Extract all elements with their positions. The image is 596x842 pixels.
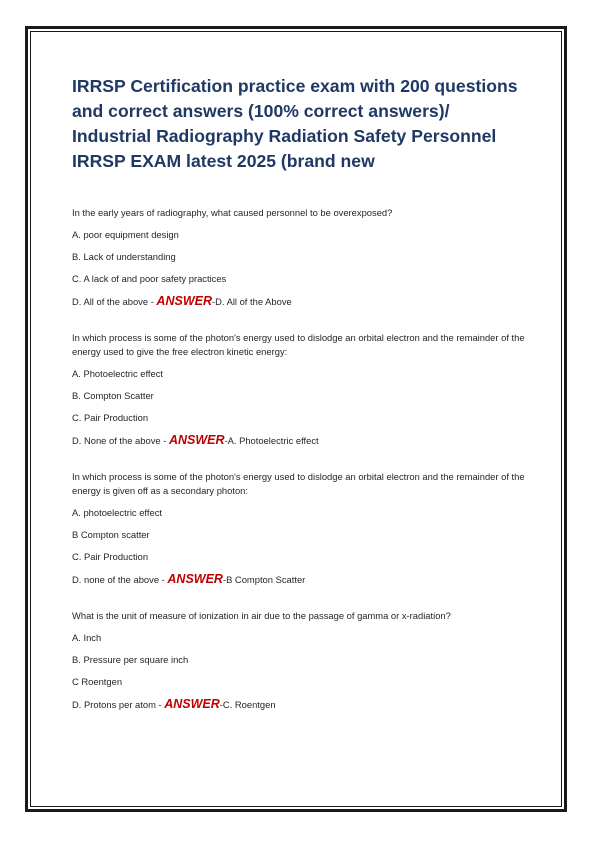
question-text: In which process is some of the photon's energy used to dislodge an orbital electron and the remainder of the energy used to give the free electron kinetic energy: xyxy=(72,332,525,357)
question-text: In which process is some of the photon's energy used to dislodge an orbital electron and the remainder of the energy is given off as a secondary photon: xyxy=(72,471,525,496)
question-text: In the early years of radiography, what caused personnel to be overexposed? xyxy=(72,207,393,218)
option-b: B. Pressure per square inch xyxy=(72,654,189,665)
question-2 xyxy=(72,331,542,448)
option-b: B Compton scatter xyxy=(72,529,150,540)
answer-label: ANSWER xyxy=(156,294,212,308)
option-b: B. Lack of understanding xyxy=(72,251,176,262)
option-d-with-answer xyxy=(72,294,542,309)
option-a: A. Inch xyxy=(72,632,102,643)
document-title: IRRSP Certification practice exam with 200 questions and correct answers (100% correct answers)/ Industrial Radiography Radiation Safety Personnel IRRSP EXAM latest 2025 (brand new xyxy=(72,76,518,171)
option-a: A. photoelectric effect xyxy=(72,507,162,518)
answer-label: ANSWER xyxy=(164,697,220,711)
option-c: C. A lack of and poor safety practices xyxy=(72,273,227,284)
answer-text: -D. All of the Above xyxy=(211,296,292,307)
question-text: What is the unit of measure of ionization in air due to the passage of gamma or x-radiation? xyxy=(72,610,451,621)
option-d: D. Protons per atom - xyxy=(72,699,165,710)
answer-text: -B Compton Scatter xyxy=(222,574,306,585)
option-c: C. Pair Production xyxy=(72,412,149,423)
answer-label: ANSWER xyxy=(167,572,223,586)
question-4 xyxy=(72,609,542,712)
option-d: D. None of the above - xyxy=(72,435,169,446)
option-d: D. All of the above - xyxy=(72,296,157,307)
answer-text: -A. Photoelectric effect xyxy=(224,435,319,446)
question-3 xyxy=(72,470,542,587)
option-a: A. poor equipment design xyxy=(72,229,179,240)
option-d-with-answer xyxy=(72,697,542,712)
option-a: A. Photoelectric effect xyxy=(72,368,164,379)
option-c: C Roentgen xyxy=(72,676,123,687)
option-d-with-answer xyxy=(72,572,542,587)
option-b: B. Compton Scatter xyxy=(72,390,154,401)
question-1 xyxy=(72,206,542,309)
question-list xyxy=(72,206,542,734)
answer-label: ANSWER xyxy=(168,433,225,447)
option-d-with-answer xyxy=(72,433,542,448)
option-d: D. none of the above - xyxy=(72,574,168,585)
answer-text: -C. Roentgen xyxy=(219,699,276,710)
option-c: C. Pair Production xyxy=(72,551,149,562)
